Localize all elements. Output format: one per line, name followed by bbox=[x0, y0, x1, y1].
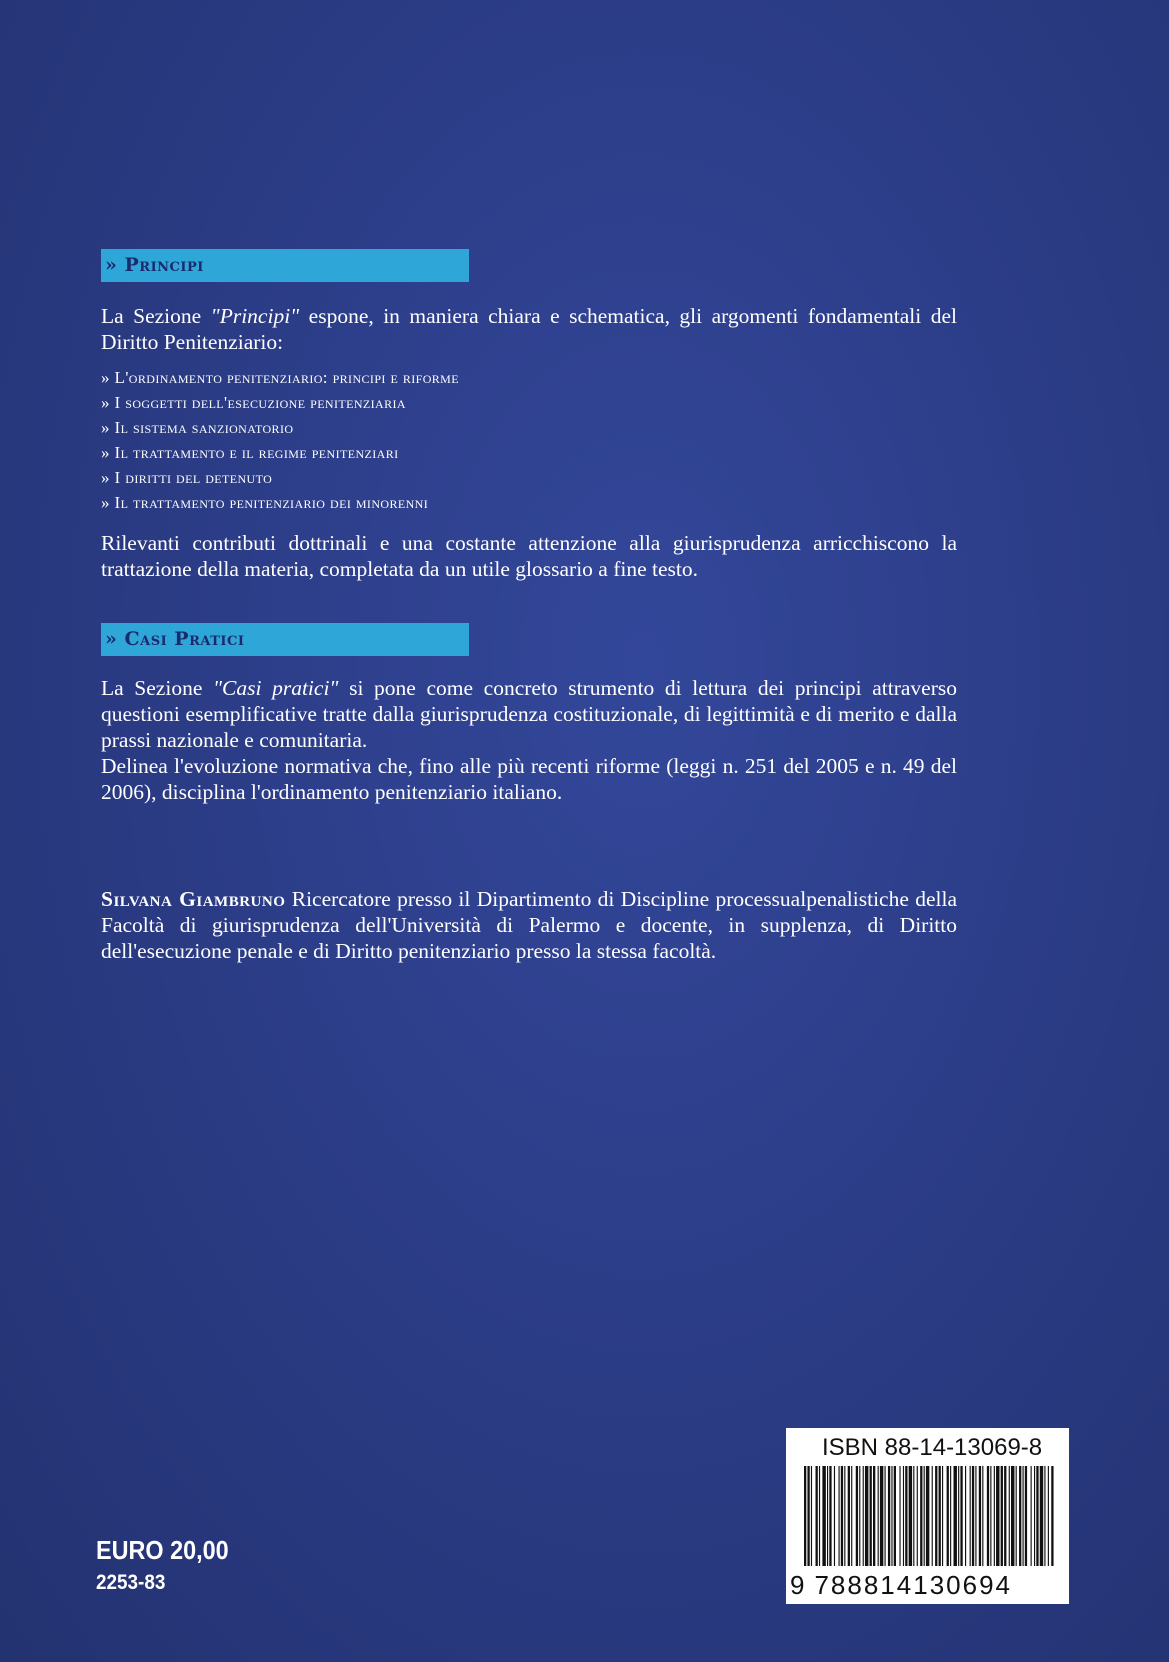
barcode-bar bbox=[848, 1466, 850, 1566]
casi-pratici-prefix: La Sezione bbox=[101, 676, 213, 700]
barcode-bar bbox=[1044, 1466, 1045, 1566]
barcode-bar bbox=[863, 1466, 864, 1566]
barcode-bar bbox=[1011, 1466, 1014, 1566]
barcode-bar bbox=[935, 1466, 937, 1566]
barcode-bar bbox=[960, 1466, 962, 1566]
barcode-bar bbox=[880, 1466, 883, 1566]
barcode-bar bbox=[859, 1466, 860, 1566]
casi-pratici-paragraph-1 bbox=[101, 675, 957, 753]
barcode-digits bbox=[790, 1570, 1065, 1601]
barcode-bar bbox=[1001, 1466, 1003, 1566]
isbn-barcode bbox=[786, 1428, 1069, 1604]
barcode-bar bbox=[909, 1466, 912, 1566]
barcode-bar bbox=[987, 1466, 989, 1566]
barcode-bar bbox=[865, 1466, 868, 1566]
barcode-bar bbox=[841, 1466, 843, 1566]
barcode-bar bbox=[913, 1466, 914, 1566]
barcode-bar bbox=[1009, 1466, 1010, 1566]
barcode-bar bbox=[942, 1466, 943, 1566]
barcode-bar bbox=[1036, 1466, 1038, 1566]
barcode-bar bbox=[807, 1466, 809, 1566]
list-item: » I diritti del detenuto bbox=[101, 468, 273, 487]
barcode-bar bbox=[950, 1466, 951, 1566]
barcode-bar bbox=[905, 1466, 907, 1566]
section-heading-casi-pratici: » Casi Pratici bbox=[101, 623, 469, 656]
barcode-bar bbox=[965, 1466, 966, 1566]
barcode-bar bbox=[811, 1466, 812, 1566]
barcode-bar bbox=[1040, 1466, 1043, 1566]
principi-intro bbox=[101, 303, 957, 355]
barcode-bar bbox=[1048, 1466, 1049, 1566]
barcode-bar bbox=[827, 1466, 828, 1566]
barcode-bar bbox=[972, 1466, 974, 1566]
principi-intro-em: "Principi" bbox=[210, 304, 300, 328]
barcode-bar bbox=[1025, 1466, 1027, 1566]
barcode-bar bbox=[822, 1466, 825, 1566]
barcode-bar bbox=[1019, 1466, 1021, 1566]
price: EURO 20,00 bbox=[96, 1535, 229, 1565]
barcode-bar bbox=[844, 1466, 845, 1566]
list-item: » Il trattamento e il regime penitenziari bbox=[101, 443, 399, 462]
casi-pratici-em: "Casi pratici" bbox=[213, 676, 339, 700]
barcode-bar bbox=[856, 1466, 858, 1566]
casi-pratici-suffix: si pone come concreto strumento di lettura dei principi attraverso questioni esemplificative tratte dalla giurisprudenza costituzionale, di legittimità e di merito e dalla prassi nazionale e comunitaria. bbox=[101, 676, 957, 752]
barcode-bar bbox=[804, 1466, 806, 1566]
principi-intro-suffix: espone, in maniera chiara e schematica, gli argomenti fondamentali del Diritto Penitenziario: bbox=[101, 304, 957, 354]
barcode-bar bbox=[873, 1466, 875, 1566]
list-item: » I soggetti dell'esecuzione penitenziaria bbox=[101, 393, 406, 412]
barcode-bar bbox=[990, 1466, 991, 1566]
barcode-bar bbox=[958, 1466, 959, 1566]
barcode-bar bbox=[970, 1466, 971, 1566]
barcode-bar bbox=[1004, 1466, 1006, 1566]
barcode-bar bbox=[878, 1466, 879, 1566]
list-item: » Il trattamento penitenziario dei minorenni bbox=[101, 493, 429, 512]
barcode-bar bbox=[819, 1466, 820, 1566]
author-bio-text: Ricercatore presso il Dipartimento di Discipline processualpenalistiche della Facoltà di giurisprudenza dell'Università di Palermo e docente, in supplenza, di Diritto dell'esecuzione penale e di Diritto penitenziario presso la stessa facoltà. bbox=[101, 887, 957, 963]
barcode-bar bbox=[1023, 1466, 1024, 1566]
barcode-bar bbox=[839, 1466, 840, 1566]
section-heading-principi: » Principi bbox=[101, 249, 469, 282]
barcode-first-digit: 9 bbox=[790, 1570, 807, 1600]
barcode-bar bbox=[899, 1466, 900, 1566]
casi-pratici-paragraph-2: Delinea l'evoluzione normativa che, fino alle più recenti riforme (leggi n. 251 del 2005 e n. 49 del 2006), disciplina l'ordinamento penitenziario italiano. bbox=[101, 754, 957, 804]
barcode-bar bbox=[1016, 1466, 1017, 1566]
barcode-bar bbox=[982, 1466, 983, 1566]
barcode-bar bbox=[851, 1466, 852, 1566]
list-item: » L'ordinamento penitenziario: principi e riforme bbox=[101, 368, 459, 387]
barcode-bar bbox=[932, 1466, 933, 1566]
barcode-bar bbox=[979, 1466, 981, 1566]
barcode-bar bbox=[885, 1466, 886, 1566]
principi-topic-list bbox=[101, 365, 957, 515]
author-bio bbox=[101, 886, 957, 964]
barcode-bar bbox=[894, 1466, 896, 1566]
barcode-bar bbox=[917, 1466, 918, 1566]
barcode-number: 788814130694 bbox=[814, 1570, 1012, 1600]
barcode-bar bbox=[994, 1466, 995, 1566]
barcode-bar bbox=[870, 1466, 872, 1566]
barcode-bar bbox=[834, 1466, 835, 1566]
barcode-bar bbox=[975, 1466, 976, 1566]
barcode-bar bbox=[891, 1466, 892, 1566]
barcode-bar bbox=[816, 1466, 818, 1566]
barcode-bar bbox=[1034, 1466, 1035, 1566]
barcode-bar bbox=[920, 1466, 922, 1566]
barcode-bar bbox=[924, 1466, 925, 1566]
author-name: Silvana Giambruno bbox=[101, 887, 286, 911]
barcode-bar bbox=[888, 1466, 890, 1566]
barcode-bar bbox=[996, 1466, 999, 1566]
barcode-bar bbox=[1051, 1466, 1053, 1566]
principi-intro-prefix: La Sezione bbox=[101, 304, 211, 328]
principi-closing: Rilevanti contributi dottrinali e una costante attenzione alla giurisprudenza arricchiscono la trattazione della materia, completata da un utile glossario a fine testo. bbox=[101, 531, 957, 581]
barcode-bar bbox=[829, 1466, 831, 1566]
barcode-bar bbox=[954, 1466, 957, 1566]
barcode-bar bbox=[1031, 1466, 1032, 1566]
barcode-bar bbox=[903, 1466, 904, 1566]
barcode-bar bbox=[947, 1466, 949, 1566]
list-item: » Il sistema sanzionatorio bbox=[101, 418, 294, 437]
barcode-bars bbox=[804, 1466, 1054, 1570]
barcode-bar bbox=[926, 1466, 929, 1566]
isbn-label: ISBN 88-14-13069-8 bbox=[822, 1434, 1043, 1461]
catalog-code: 2253-83 bbox=[96, 1571, 166, 1594]
barcode-bar bbox=[939, 1466, 941, 1566]
